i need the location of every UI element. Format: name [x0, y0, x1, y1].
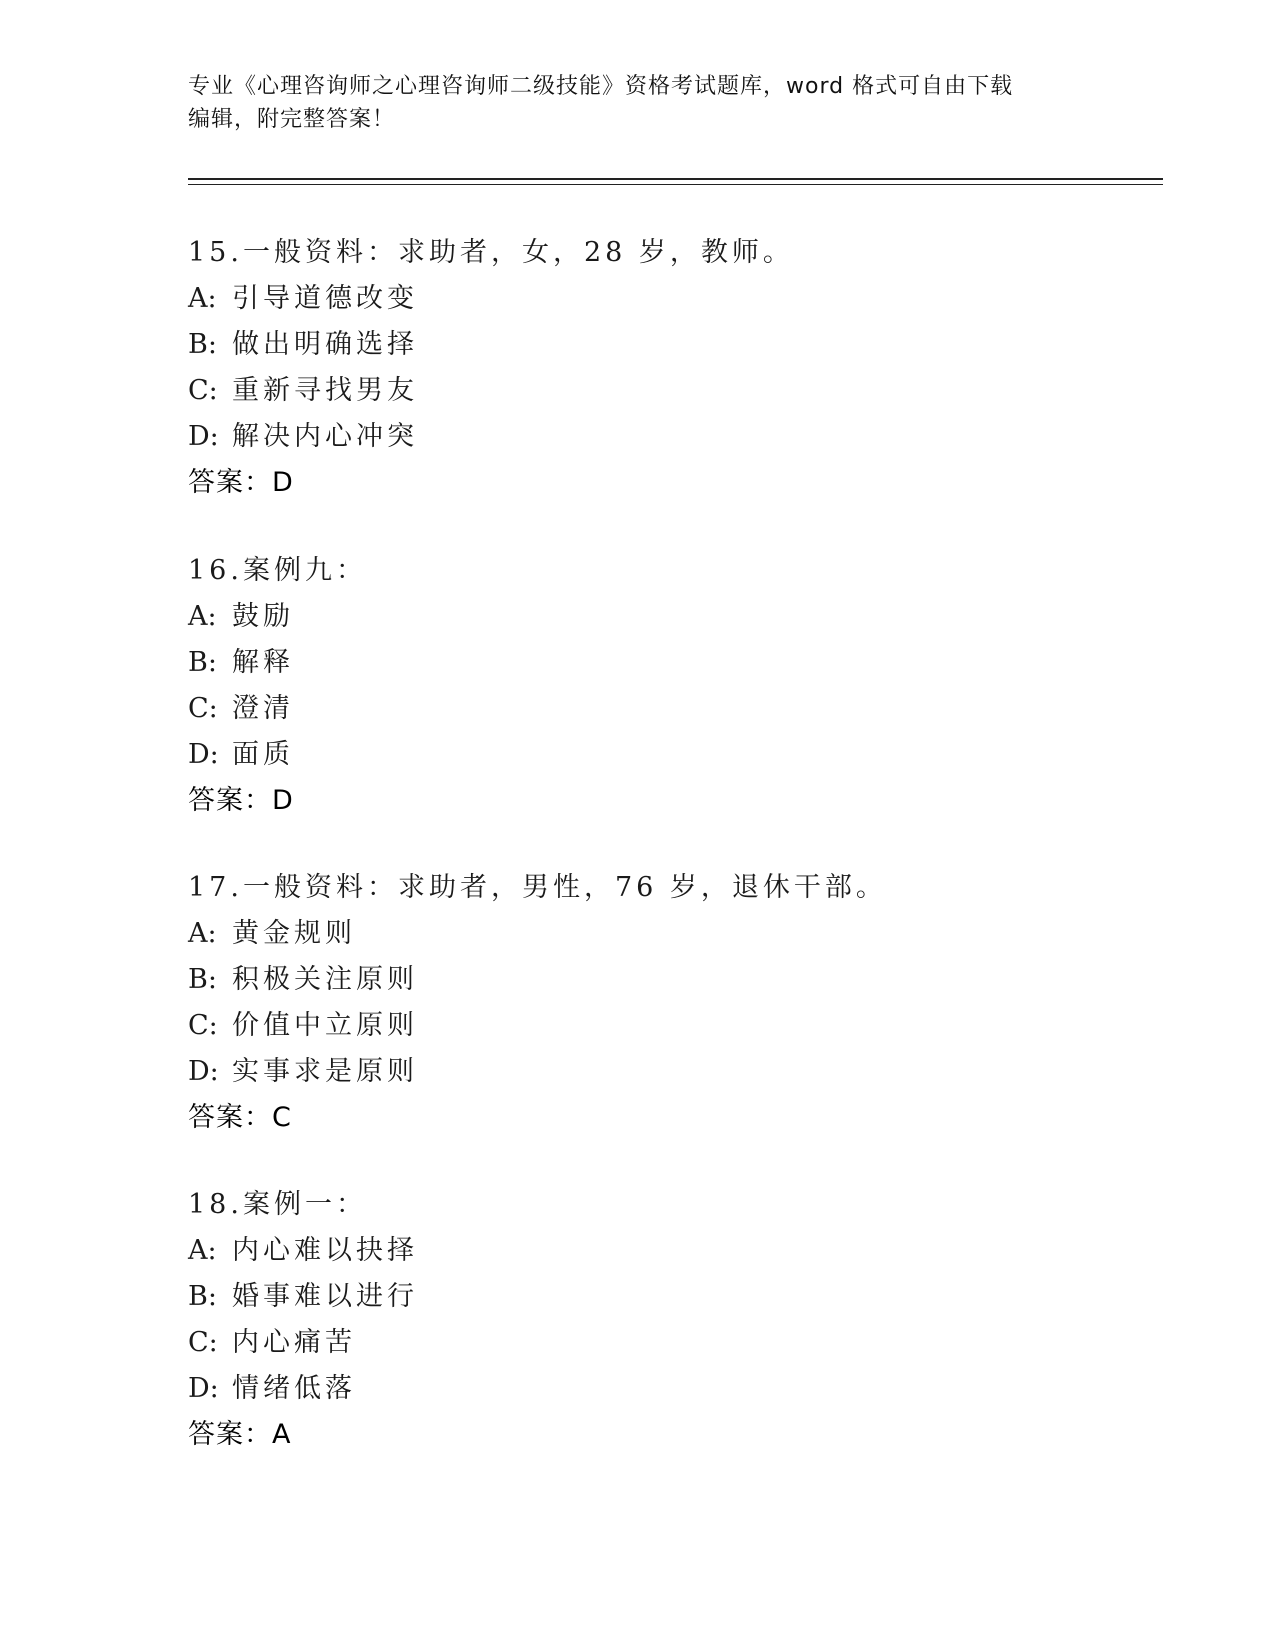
option-a [188, 911, 1088, 957]
option-text: 解释 [232, 647, 294, 678]
option-text: 面质 [232, 739, 294, 770]
option-text: 鼓励 [232, 601, 294, 632]
option-text: 重新寻找男友 [232, 375, 418, 406]
header-divider-top [188, 178, 1163, 180]
option-a [188, 1228, 1088, 1274]
option-text: 澄清 [232, 693, 294, 724]
header-line-2: 编辑，附完整答案！ [188, 107, 396, 132]
option-text: 价值中立原则 [232, 1010, 418, 1041]
option-b [188, 322, 1088, 368]
document-header [188, 70, 1088, 136]
answer-line: 答案：D [188, 467, 294, 498]
option-c [188, 686, 1088, 732]
question-16 [188, 548, 1088, 824]
option-c [188, 1320, 1088, 1366]
option-d [188, 1366, 1088, 1412]
option-d [188, 1049, 1088, 1095]
option-text: 做出明确选择 [232, 329, 418, 360]
option-d [188, 732, 1088, 778]
option-c [188, 368, 1088, 414]
question-17 [188, 865, 1088, 1141]
option-letter: A: [188, 283, 217, 314]
option-text: 实事求是原则 [232, 1056, 418, 1087]
option-a [188, 594, 1088, 640]
question-stem: 17.一般资料：求助者，男性，76 岁，退休干部。 [188, 872, 887, 903]
question-stem: 18.案例一： [188, 1189, 367, 1220]
option-letter: D: [188, 1056, 219, 1087]
option-b [188, 1274, 1088, 1320]
option-letter: D: [188, 421, 219, 452]
option-letter: D: [188, 1373, 219, 1404]
option-letter: B: [188, 964, 217, 995]
option-letter: A: [188, 601, 217, 632]
option-letter: C: [188, 1010, 218, 1041]
option-b [188, 957, 1088, 1003]
option-text: 情绪低落 [232, 1373, 356, 1404]
question-stem: 16.案例九： [188, 555, 367, 586]
option-c [188, 1003, 1088, 1049]
option-text: 婚事难以进行 [232, 1281, 418, 1312]
option-text: 内心痛苦 [232, 1327, 356, 1358]
option-letter: C: [188, 693, 218, 724]
option-text: 内心难以抉择 [232, 1235, 418, 1266]
option-text: 积极关注原则 [232, 964, 418, 995]
option-letter: A: [188, 918, 217, 949]
option-text: 引导道德改变 [232, 283, 418, 314]
answer-line: 答案：D [188, 785, 294, 816]
option-text: 解决内心冲突 [232, 421, 418, 452]
header-line-1: 专业《心理咨询师之心理咨询师二级技能》资格考试题库，word 格式可自由下载 [188, 74, 1014, 99]
option-b [188, 640, 1088, 686]
option-letter: B: [188, 1281, 217, 1312]
answer-line: 答案：A [188, 1419, 292, 1450]
question-stem: 15.一般资料：求助者，女，28 岁，教师。 [188, 237, 794, 268]
header-divider-bottom [188, 184, 1163, 185]
question-15 [188, 230, 1088, 506]
question-18 [188, 1182, 1088, 1458]
option-letter: B: [188, 647, 217, 678]
option-letter: C: [188, 375, 218, 406]
option-letter: D: [188, 739, 219, 770]
option-a [188, 276, 1088, 322]
option-text: 黄金规则 [232, 918, 356, 949]
option-d [188, 414, 1088, 460]
answer-line: 答案：C [188, 1102, 292, 1133]
option-letter: A: [188, 1235, 217, 1266]
option-letter: B: [188, 329, 217, 360]
option-letter: C: [188, 1327, 218, 1358]
